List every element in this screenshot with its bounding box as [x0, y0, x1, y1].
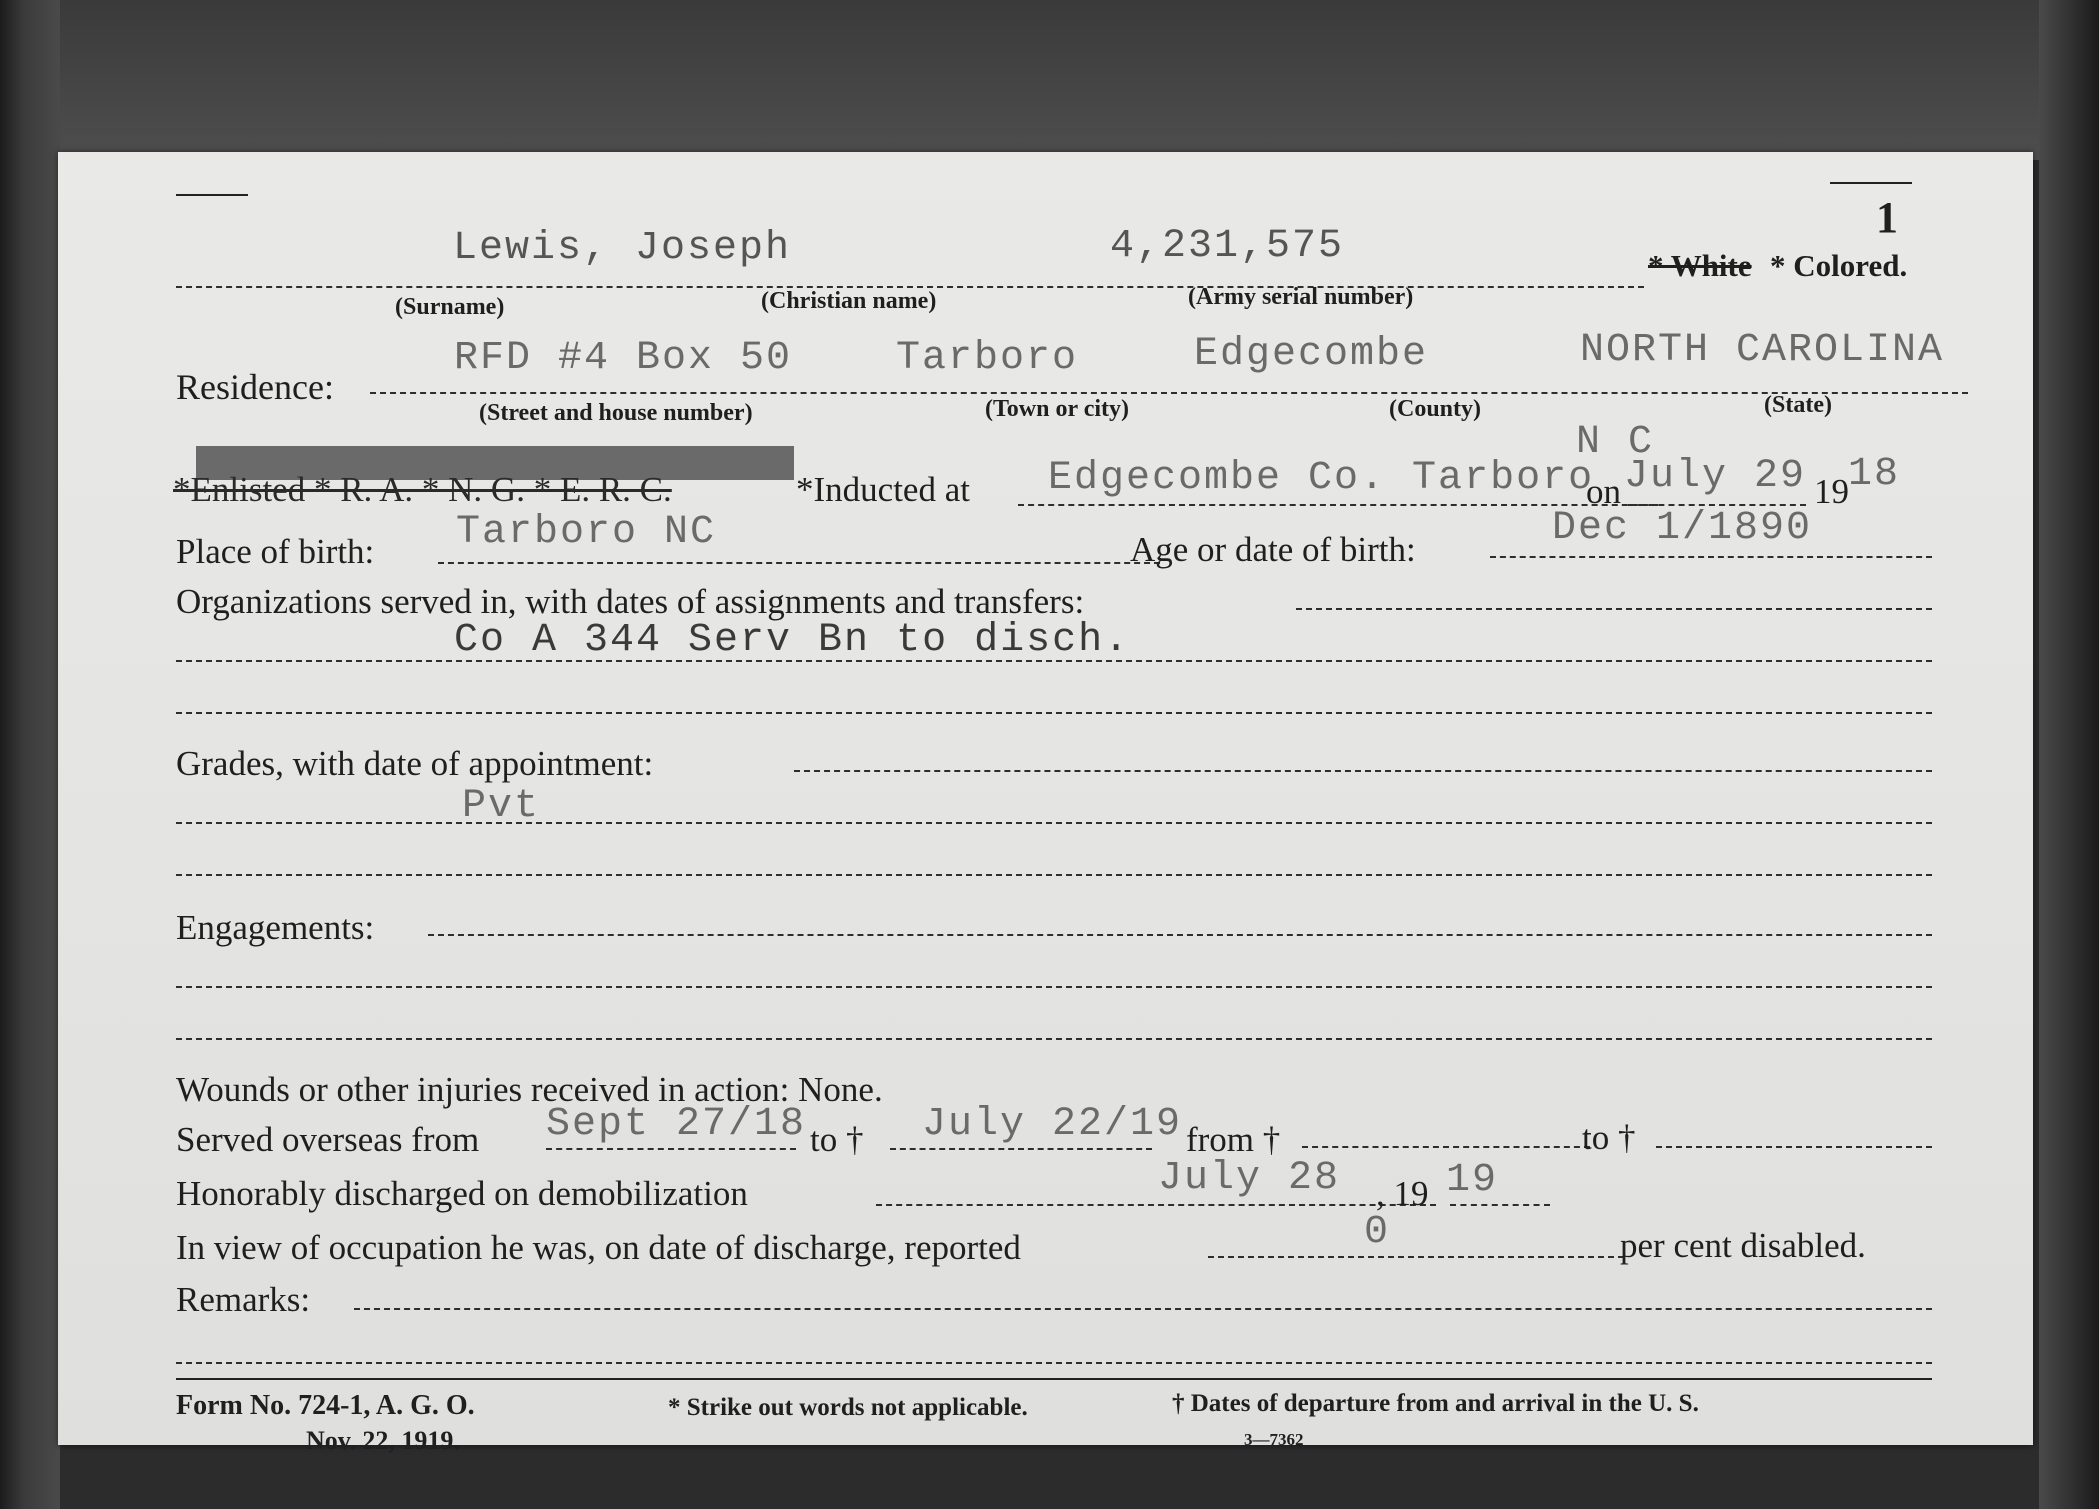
scan-border-left [0, 0, 60, 1509]
date-of-birth-line [1490, 556, 1932, 558]
serial-number-value: 4,231,575 [1110, 224, 1345, 269]
discharge-date-value: July 28 [1158, 1156, 1341, 1201]
organizations-line-2 [176, 660, 1932, 662]
scan-border-bottom [60, 1449, 2039, 1509]
overseas-from-value: Sept 27/18 [546, 1102, 807, 1147]
organizations-line-1 [1296, 608, 1932, 610]
discharge-date-line [876, 1204, 1436, 1206]
residence-county-value: Edgecombe [1194, 332, 1429, 377]
overseas-to-value: July 22/19 [922, 1102, 1183, 1147]
surname-label: (Surname) [395, 294, 505, 320]
engagements-label: Engagements: [176, 908, 375, 947]
street-label: (Street and house number) [479, 400, 753, 426]
discharge-year-suffix: 19 [1446, 1158, 1499, 1203]
grades-value: Pvt [462, 784, 541, 829]
place-of-birth-label: Place of birth: [176, 532, 375, 571]
form-number: Form No. 724-1, A. G. O. [176, 1390, 475, 1421]
disability-suffix: per cent disabled. [1620, 1226, 1866, 1265]
disability-label: In view of occupation he was, on date of discharge, reported [176, 1228, 1021, 1267]
top-right-rule [1830, 182, 1912, 184]
service-record-card [58, 152, 2033, 1455]
disability-value: 0 [1364, 1210, 1391, 1255]
overseas-from-line [546, 1148, 796, 1150]
overseas-to2-line [1656, 1146, 1932, 1148]
engagements-line-2 [176, 986, 1932, 988]
form-date: Nov. 22, 1919. [306, 1426, 460, 1455]
residence-line [370, 392, 1968, 394]
place-of-birth-value: Tarboro NC [456, 510, 717, 555]
scan-border-top [60, 0, 2039, 160]
organizations-value: Co A 344 Serv Bn to disch. [454, 618, 1131, 663]
remarks-label: Remarks: [176, 1280, 311, 1319]
christian-name-label: (Christian name) [761, 288, 937, 314]
inducted-year-suffix: 18 [1848, 452, 1901, 497]
dates-note: † Dates of departure from and arrival in the U. S. [1172, 1390, 1699, 1417]
engagements-line-3 [176, 1038, 1932, 1040]
date-of-birth-value: Dec 1/1890 [1552, 506, 1813, 551]
grades-line-1 [794, 770, 1932, 772]
overseas-label: Served overseas from [176, 1120, 480, 1159]
residence-street-value: RFD #4 Box 50 [454, 336, 793, 381]
discharge-label: Honorably discharged on demobilization [176, 1174, 748, 1213]
date-of-birth-label: Age or date of birth: [1130, 530, 1416, 569]
inducted-at-label: *Inducted at [796, 470, 970, 509]
surname-christian-name-value: Lewis, Joseph [453, 226, 792, 271]
serial-number-label: (Army serial number) [1188, 284, 1414, 310]
engagements-line-1 [428, 934, 1932, 936]
grades-line-2 [176, 822, 1932, 824]
discharge-year-prefix: , 19 [1376, 1174, 1429, 1213]
inducted-date-value: July 29 [1624, 454, 1807, 499]
grades-line-3 [176, 874, 1932, 876]
strike-note: * Strike out words not applicable. [668, 1394, 1028, 1421]
overseas-to-label: to † [810, 1120, 864, 1159]
wounds-label: Wounds or other injuries received in action: None. [176, 1070, 883, 1109]
grades-label: Grades, with date of appointment: [176, 744, 654, 783]
enlistment-options: *Enlisted * R. A. * N. G. * E. R. C. [173, 470, 672, 509]
residence-label: Residence: [176, 367, 334, 407]
state-label: (State) [1764, 392, 1832, 418]
remarks-line-1 [354, 1308, 1932, 1310]
residence-town-value: Tarboro [896, 336, 1079, 381]
residence-state-value: NORTH CAROLINA [1580, 328, 1945, 373]
organizations-line-3 [176, 712, 1932, 714]
inducted-place-value: Edgecombe Co. Tarboro [1048, 456, 1595, 501]
place-of-birth-line [438, 562, 1160, 564]
overseas-to-line [890, 1148, 1152, 1150]
on-label: on [1586, 472, 1621, 511]
overseas-to2-label: to † [1582, 1118, 1636, 1157]
race-colored-option: * Colored. [1770, 248, 1908, 283]
organizations-label: Organizations served in, with dates of assignments and transfers: [176, 582, 1085, 621]
disability-line [1208, 1256, 1624, 1258]
card-number: 1 [1876, 193, 1898, 242]
inducted-year-prefix: 19 [1814, 472, 1849, 511]
county-label: (County) [1389, 396, 1482, 422]
scan-border-right [2039, 0, 2099, 1509]
remarks-line-2 [176, 1362, 1932, 1364]
overseas-from2-label: from † [1186, 1120, 1281, 1159]
race-white-option: * White [1648, 248, 1752, 283]
town-label: (Town or city) [985, 396, 1129, 422]
discharge-year-line [1450, 1204, 1550, 1206]
top-left-rule [176, 194, 248, 196]
inducted-place-note: N C [1576, 420, 1655, 465]
print-code: 3—7362 [1244, 1430, 1304, 1449]
footer-rule [176, 1378, 1932, 1380]
overseas-from2-line [1302, 1146, 1590, 1148]
